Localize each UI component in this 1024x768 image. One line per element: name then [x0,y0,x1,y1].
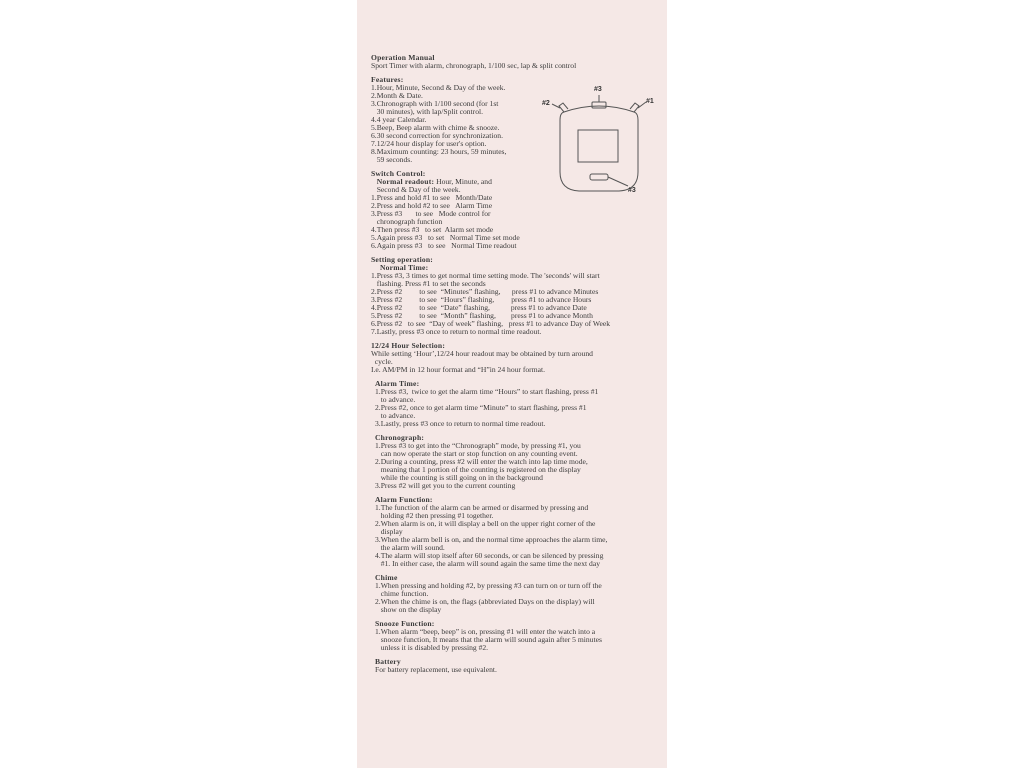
manual-title: Operation Manual [371,54,435,62]
switch-control-line: 6.Again press #3 to see Normal Time readout [371,242,517,250]
diagram-label-right: #1 [646,98,654,105]
chime-line: 2.When the chime is on, the flags (abbreviated Days on the display) will [375,598,595,606]
setting-operation-heading: Setting operation: [371,256,434,264]
alarm-time-line: to advance. [375,412,416,420]
normal-readout-text: Hour, Minute, and [434,178,492,186]
alarm-function-line: 3.When the alarm bell is on, and the normal time approaches the alarm time, [375,536,608,544]
setting-operation-line: 2.Press #2 to see “Minutes” flashing, press #1 to advance Minutes [371,288,599,296]
features-heading: Features: [371,76,404,84]
switch-control-line: 3.Press #3 to see Mode control for [371,210,491,218]
normal-readout-heading: Normal readout: [376,178,435,186]
alarm-function-line: the alarm will sound. [375,544,445,552]
battery-line: For battery replacement, use equivalent. [375,666,497,674]
alarm-time-line: 3.Lastly, press #3 once to return to normal time readout. [375,420,546,428]
alarm-time-line: 2.Press #2, once to get alarm time “Minute” to start flashing, press #1 [375,404,587,412]
setting-operation-line: 7.Lastly, press #3 once to return to normal time readout. [371,328,542,336]
alarm-time-line: to advance. [375,396,416,404]
setting-operation-line: 1.Press #3, 3 times to get normal time setting mode. The 'seconds' will start [371,272,600,280]
alarm-function-line: 2.When alarm is on, it will display a bell on the upper right corner of the [375,520,596,528]
hour-selection-heading: 12/24 Hour Selection: [371,342,446,350]
battery-heading: Battery [375,658,401,666]
hour-selection-line: While setting ‘Hour’,12/24 hour readout may be obtained by turn around [371,350,593,358]
alarm-time-heading: Alarm Time: [375,380,420,388]
stopwatch-outline [542,86,660,196]
switch-control-line: 5.Again press #3 to set Normal Time set mode [371,234,520,242]
snooze-line: snooze function, It means that the alarm will sound again after 5 minutes [375,636,602,644]
setting-operation-line: 6.Press #2 to see “Day of week” flashing, press #1 to advance Day of Week [371,320,611,328]
snooze-line: 1.When alarm “beep, beep” is on, pressing #1 will enter the watch into a [375,628,596,636]
features-line: 2.Month & Date. [371,92,423,100]
chime-line: show on the display [375,606,442,614]
features-line: 59 seconds. [371,156,413,164]
chime-heading: Chime [375,574,398,582]
switch-control-line: chronograph function [371,218,443,226]
features-line: 7.12/24 hour display for user's option. [371,140,487,148]
diagram-label-left: #2 [542,100,550,107]
alarm-function-line: #1. In either case, the alarm will sound again the same time the next day [375,560,600,568]
chronograph-line: 3.Press #2 will get you to the current counting [375,482,516,490]
chime-line: chime function. [375,590,429,598]
features-line: 8.Maximum counting: 23 hours, 59 minutes, [371,148,507,156]
setting-operation-list [371,272,663,336]
switch-control-heading: Switch Control: [371,170,426,178]
snooze-heading: Snooze Function: [375,620,435,628]
normal-time-heading: Normal Time: [380,264,429,272]
setting-operation-line: 4.Press #2 to see “Date” flashing, press #1 to advance Date [371,304,587,312]
alarm-time-section [371,380,663,674]
setting-operation-line: 5.Press #2 to see “Month” flashing, press #1 to advance Month [371,312,593,320]
chime-line: 1.When pressing and holding #2, by pressing #3 can turn on or turn off the [375,582,602,590]
setting-operation-line: flashing. Press #1 to set the seconds [371,280,486,288]
alarm-function-line: 4.The alarm will stop itself after 60 seconds, or can be silenced by pressing [375,552,604,560]
features-line: 1.Hour, Minute, Second & Day of the week. [371,84,506,92]
chronograph-line: 1.Press #3 to get into the “Chronograph” mode, by pressing #1, you [375,442,581,450]
chronograph-line: can now operate the start or stop function on any counting event. [375,450,578,458]
features-line: 4.4 year Calendar. [371,116,427,124]
features-line: 3.Chronograph with 1/100 second (for 1st [371,100,499,108]
switch-control-line: 2.Press and hold #2 to see Alarm Time [371,202,493,210]
switch-control-line: 4.Then press #3 to set Alarm set mode [371,226,494,234]
hour-selection-list [371,350,663,374]
alarm-function-line: 1.The function of the alarm can be armed or disarmed by pressing and [375,504,589,512]
snooze-line: unless it is disabled by pressing #2. [375,644,489,652]
alarm-function-line: display [375,528,403,536]
alarm-function-heading: Alarm Function: [375,496,433,504]
chronograph-heading: Chronograph: [375,434,425,442]
chronograph-line: meaning that 1 portion of the counting is registered on the display [375,466,581,474]
alarm-function-line: holding #2 then pressing #1 together. [375,512,494,520]
manual-sheet [357,0,667,768]
hour-selection-line: cycle. [371,358,393,366]
switch-control-line: Second & Day of the week. [371,186,461,194]
diagram-label-bottom: #3 [628,187,636,194]
switch-control-line: 1.Press and hold #1 to see Month/Date [371,194,493,202]
features-line: 6.30 second correction for synchronization. [371,132,504,140]
diagram-label-top: #3 [594,86,602,93]
chronograph-line: while the counting is still going on in the background [375,474,543,482]
features-line: 5.Beep, Beep alarm with chime & snooze. [371,124,500,132]
chronograph-line: 2.During a counting, press #2 will enter the watch into lap time mode, [375,458,588,466]
manual-subtitle: Sport Timer with alarm, chronograph, 1/100 sec, lap & split control [371,62,577,70]
stopwatch-diagram [542,86,660,196]
hour-selection-line: I.e. AM/PM in 12 hour format and “H”in 24 hour format. [371,366,545,374]
setting-operation-line: 3.Press #2 to see “Hours” flashing, press #1 to advance Hours [371,296,592,304]
alarm-time-line: 1.Press #3, twice to get the alarm time “Hours” to start flashing, press #1 [375,388,599,396]
features-line: 30 minutes), with lap/Split control. [371,108,484,116]
